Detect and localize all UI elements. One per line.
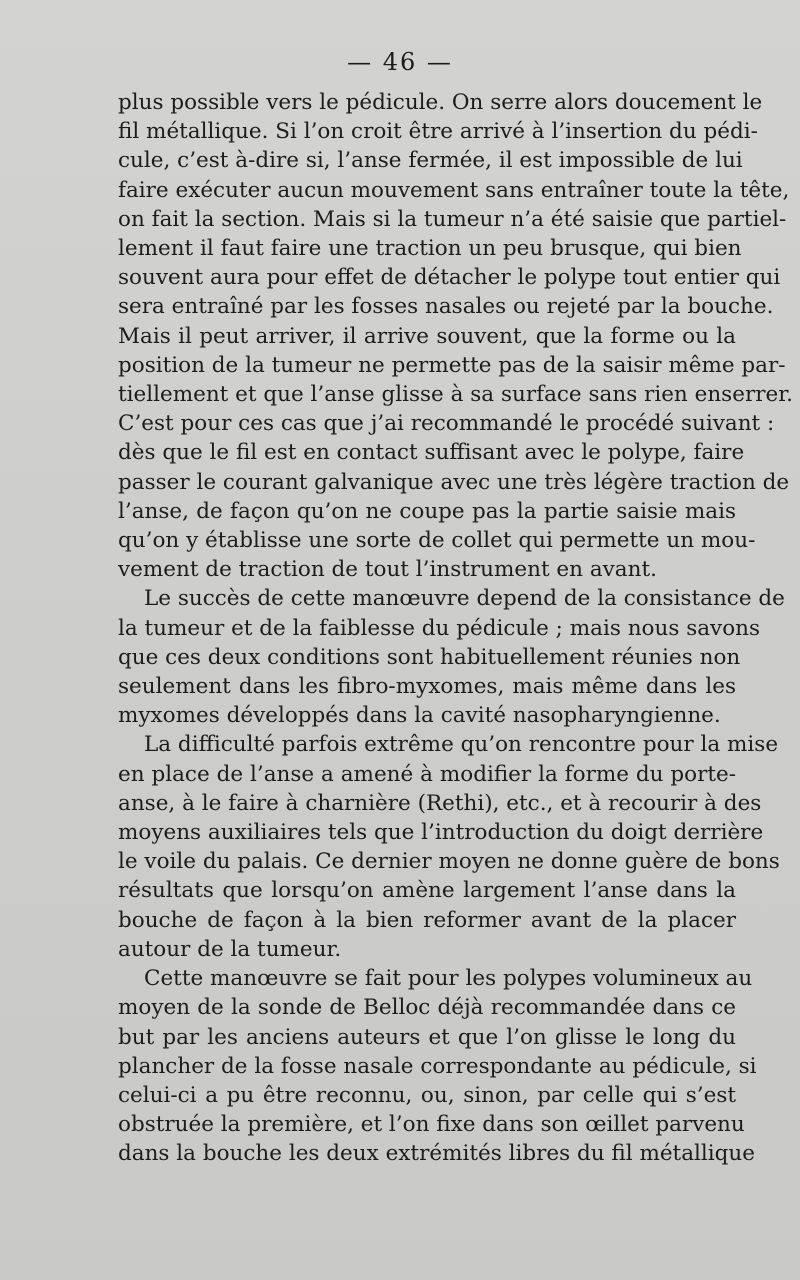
text-line: C’est pour ces cas que j’ai recommandé le procédé suivant :: [118, 411, 775, 437]
text-line: dans la bouche les deux extrémités libres du fil métallique: [118, 1141, 755, 1167]
text-line: Mais il peut arriver, il arrive souvent, que la forme ou la: [118, 323, 736, 349]
text-line: la tumeur et de la faiblesse du pédicule ; mais nous savons: [118, 615, 761, 641]
text-line: vement de traction de tout l’instrument en avant.: [118, 557, 657, 583]
text-line: position de la tumeur ne permette pas de la saisir même par-: [118, 352, 786, 378]
text-line: dès que le fil est en contact suffisant avec le polype, faire: [118, 440, 745, 466]
text-line: anse, à le faire à charnière (Rethi), etc., et à recourir à des: [118, 790, 762, 816]
body-text: [118, 88, 793, 1169]
paragraph: [118, 964, 757, 1168]
text-line: fil métallique. Si l’on croit être arrivé à l’insertion du pédi-: [118, 119, 758, 145]
text-line: sera entraîné par les fosses nasales ou rejeté par la bouche.: [118, 294, 774, 320]
text-line: La difficulté parfois extrême qu’on rencontre pour la mise: [144, 732, 779, 758]
text-line: autour de la tumeur.: [118, 936, 342, 962]
text-line: le voile du palais. Ce dernier moyen ne donne guère de bons: [118, 849, 780, 875]
page-number: — 46 —: [347, 48, 453, 76]
text-line: tiellement et que l’anse glisse à sa surface sans rien enserrer.: [118, 382, 793, 408]
text-line: seulement dans les fibro-myxomes, mais même dans les: [118, 674, 736, 700]
paragraph: [118, 88, 793, 584]
text-line: lement il faut faire une traction un peu brusque, qui bien: [118, 236, 742, 262]
text-line: obstruée la première, et l’on fixe dans son œillet parvenu: [118, 1112, 745, 1138]
text-line: que ces deux conditions sont habituellement réunies non: [118, 644, 741, 670]
paragraph: [118, 584, 785, 730]
text-line: qu’on y établisse une sorte de collet qui permette un mou-: [118, 528, 756, 554]
text-line: moyens auxiliaires tels que l’introduction du doigt derrière: [118, 820, 764, 846]
text-line: celui-ci a pu être reconnu, ou, sinon, par celle qui s’est: [118, 1082, 736, 1108]
text-line: l’anse, de façon qu’on ne coupe pas la partie saisie mais: [118, 498, 736, 524]
paragraph: [118, 730, 780, 964]
text-line: but par les anciens auteurs et que l’on glisse le long du: [118, 1024, 736, 1050]
text-line: Le succès de cette manœuvre depend de la consistance de: [144, 586, 785, 612]
text-line: souvent aura pour effet de détacher le polype tout entier qui: [118, 265, 781, 291]
text-line: Cette manœuvre se fait pour les polypes volumineux au: [144, 966, 753, 992]
text-line: résultats que lorsqu’on amène largement l’anse dans la: [118, 878, 736, 904]
text-line: moyen de la sonde de Belloc déjà recommandée dans ce: [118, 995, 736, 1021]
text-line: faire exécuter aucun mouvement sans entraîner toute la tête,: [118, 177, 790, 203]
text-line: myxomes développés dans la cavité nasopharyngienne.: [118, 703, 721, 729]
text-line: plancher de la fosse nasale correspondante au pédicule, si: [118, 1053, 757, 1079]
text-line: plus possible vers le pédicule. On serre alors doucement le: [118, 90, 763, 115]
text-line: cule, c’est à-dire si, l’anse fermée, il est impossible de lui: [118, 148, 743, 174]
text-line: passer le courant galvanique avec une très légère traction de: [118, 469, 790, 495]
text-line: on fait la section. Mais si la tumeur n’a été saisie que partiel-: [118, 206, 787, 232]
text-line: en place de l’anse a amené à modifier la forme du porte-: [118, 761, 736, 787]
text-line: bouche de façon à la bien reformer avant de la placer: [118, 907, 736, 933]
